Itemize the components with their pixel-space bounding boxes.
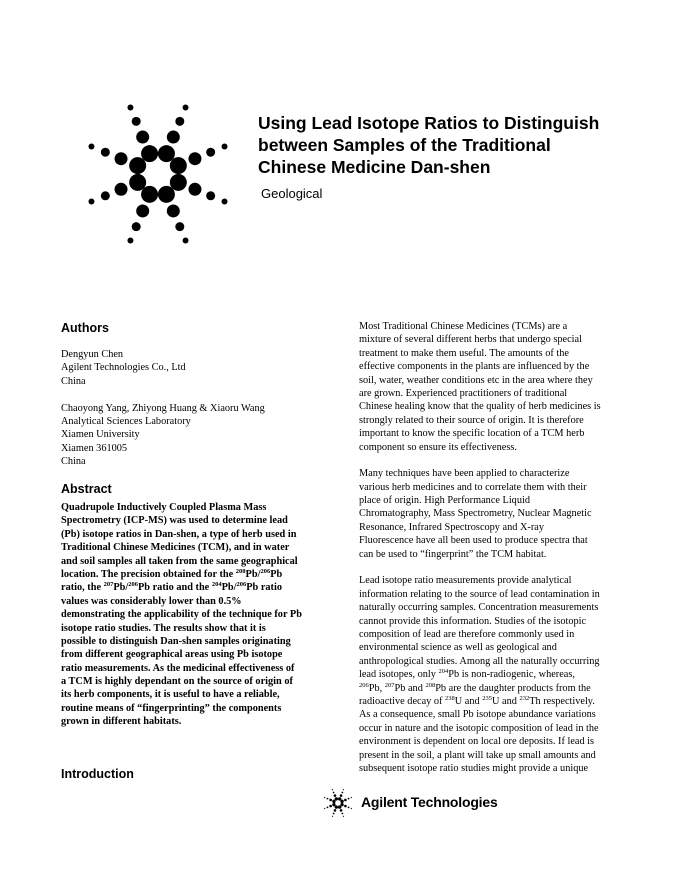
abstract-line: location. The precision obtained for the $^{208}$Pb/$^{206}$Pb <box>61 567 283 580</box>
title-line: Using Lead Isotope Ratios to Distinguish <box>258 113 600 133</box>
author-lab: Analytical Sciences Laboratory <box>61 415 191 427</box>
text-line: Chinese healing know that the quality of herb medicines is <box>359 401 601 413</box>
text-line: Resonance, Infrared Spectroscopy and X-ray <box>359 521 544 533</box>
author-names: Chaoyong Yang, Zhiyong Huang & Xiaoru Wang <box>61 402 265 414</box>
paragraph <box>359 467 629 561</box>
spark-dot <box>101 148 110 157</box>
spark-dot <box>334 794 337 797</box>
abstract-heading: Abstract <box>61 482 112 496</box>
title-line: between Samples of the Traditional <box>258 135 551 155</box>
spark-dot <box>183 238 189 244</box>
spark-dot <box>127 104 133 110</box>
spark-dot <box>351 808 352 809</box>
spark-dot <box>101 191 110 200</box>
paragraph <box>359 574 629 775</box>
text-line: strongly related to their source of origin. It is therefore <box>359 414 584 426</box>
abstract-line: routine means of “fingerprinting” the components <box>61 702 282 714</box>
spark-dot <box>183 104 189 110</box>
spark-dot <box>188 183 201 196</box>
spark-dot <box>340 809 343 812</box>
spark-dot <box>127 238 133 244</box>
text-line: naturally occurring samples. Concentration measurements <box>359 602 599 614</box>
spark-dot <box>167 131 180 144</box>
spark-dot <box>170 157 187 174</box>
spark-dot <box>115 152 128 165</box>
text-line: Chromatography, Mass Spectrometry, Nuclear Magnetic <box>359 508 592 520</box>
abstract-line: its herb components, it is useful to have a reliable, <box>61 689 280 701</box>
text-line: lead isotopes, only $^{204}$Pb is non-radiogenic, whereas, <box>359 668 575 681</box>
abstract-line: Traditional Chinese Medicines (TCM), and in water <box>61 542 290 554</box>
text-line: occur in nature and the isotopic composition of lead in the <box>359 722 599 734</box>
spark-dot <box>88 143 94 149</box>
author-country: China <box>61 456 86 468</box>
text-line: treatment to make them useful. The amounts of the <box>359 347 569 359</box>
page-title <box>258 112 658 178</box>
title-line: Chinese Medicine Dan-shen <box>258 157 491 177</box>
text-line: $^{206}$Pb, $^{207}$Pb and $^{208}$Pb are the daughter products from the <box>359 681 591 694</box>
spark-dot <box>335 797 338 800</box>
spark-dot <box>175 117 184 126</box>
spark-dot <box>206 148 215 157</box>
spark-dot <box>343 789 344 790</box>
abstract-line: values was considerably lower than 0.5% <box>61 595 242 607</box>
spark-dot <box>329 799 332 802</box>
spark-dot <box>88 199 94 205</box>
abstract-line: ratio measurements. As the medicinal effectiveness of <box>61 662 295 674</box>
spark-dot <box>129 174 146 191</box>
agilent-spark-icon <box>78 94 238 254</box>
text-line: anthropological studies. Among all the naturally occurring <box>359 655 600 667</box>
spark-dot <box>136 131 149 144</box>
spark-dot <box>341 813 343 815</box>
body-text-column <box>359 320 629 775</box>
paragraph <box>359 320 629 454</box>
text-line: As a consequence, small Pb isotope abundance variations <box>359 709 596 721</box>
spark-dot <box>167 204 180 217</box>
category-label: Geological <box>261 186 323 201</box>
spark-dot <box>344 799 347 802</box>
spark-dot <box>348 806 350 808</box>
spark-dot <box>132 222 141 231</box>
text-line: subsequent isotope ratio studies might provide a unique <box>359 762 589 774</box>
text-line: mixture of several different herbs that undergo special <box>359 334 582 346</box>
spark-dot <box>338 805 341 808</box>
spark-dot <box>175 222 184 231</box>
text-line: soil, water, weather conditions etc in the area where they <box>359 374 593 386</box>
author-org: Agilent Technologies Co., Ltd <box>61 362 186 374</box>
authors-block <box>61 348 331 469</box>
spark-dot <box>136 204 149 217</box>
introduction-heading: Introduction <box>61 767 134 781</box>
spark-dot <box>158 186 175 203</box>
spark-dot <box>141 145 158 162</box>
spark-dot <box>332 803 335 806</box>
text-line: Most Traditional Chinese Medicines (TCMs) are a <box>359 321 568 332</box>
spark-dot <box>333 792 335 794</box>
author-country: China <box>61 375 86 387</box>
abstract-line: (Pb) isotope ratios in Dan-shen, a type of herb used in <box>61 528 297 540</box>
text-line: can be used to “fingerprint” the TCM habitat. <box>359 548 547 560</box>
spark-dot <box>344 805 347 808</box>
spark-dot <box>324 797 325 798</box>
text-line: Lead isotope ratio measurements provide analytical <box>359 575 572 587</box>
abstract-line: and soil samples all taken from the same geographical <box>61 555 298 567</box>
author-university: Xiamen University <box>61 429 140 441</box>
text-line: radioactive decay of $^{238}$U and $^{235}$U and $^{232}$Th respectively. <box>359 694 595 707</box>
abstract-line: Quadrupole Inductively Coupled Plasma Mass <box>61 502 267 513</box>
spark-dot <box>188 152 201 165</box>
agilent-spark-small-icon <box>322 787 354 819</box>
spark-dot <box>343 816 344 817</box>
spark-dot <box>206 191 215 200</box>
spark-dot <box>115 183 128 196</box>
spark-dot <box>332 816 333 817</box>
text-line: important to know the specific location of a TCM herb <box>359 428 585 440</box>
abstract-body <box>61 501 327 729</box>
abstract-line: demonstrating the applicability of the technique for Pb <box>61 609 302 621</box>
footer-brand: Agilent Technologies <box>361 794 498 810</box>
text-line: effective components in the plants are influenced by the <box>359 361 590 373</box>
spark-dot <box>132 117 141 126</box>
abstract-line: Spectrometry (ICP-MS) was used to determine lead <box>61 515 288 527</box>
abstract-line: possible to distinguish Dan-shen samples originating <box>61 635 291 647</box>
abstract-line: from different geographical areas using Pb isotope <box>61 649 283 661</box>
spark-dot <box>222 143 228 149</box>
spark-dot <box>341 792 343 794</box>
author-city: Xiamen 361005 <box>61 442 128 454</box>
text-line: are grown. Experienced practitioners of traditional <box>359 387 568 399</box>
spark-dot <box>222 199 228 205</box>
text-line: Fluorescence have all been used to produce spectra that <box>359 535 588 547</box>
text-line: composition of lead are therefore commonly used in <box>359 628 575 640</box>
text-line: environmental science as well as geological and <box>359 642 557 654</box>
text-line: information relating to the source of lead contamination in <box>359 588 600 600</box>
spark-dot <box>332 789 333 790</box>
authors-heading: Authors <box>61 321 109 335</box>
text-line: Many techniques have been applied to characterize <box>359 468 570 480</box>
text-line: place of origin. High Performance Liquid <box>359 495 530 507</box>
spark-dot <box>327 806 329 808</box>
text-line: component so ensure its effectiveness. <box>359 441 517 453</box>
author-name: Dengyun Chen <box>61 349 124 360</box>
text-line: cannot provide this information. Studies of the isotopic <box>359 615 587 627</box>
spark-dot <box>340 794 343 797</box>
abstract-line: isotope ratio studies. The results show that it is <box>61 622 266 634</box>
abstract-line: ratio, the $^{207}$Pb/$^{206}$Pb ratio and the $^{204}$Pb/$^{206}$Pb ratio <box>61 581 282 594</box>
spark-dot <box>327 798 329 800</box>
spark-dot <box>334 809 337 812</box>
text-line: present in the soil, a plant will take up small amounts and <box>359 749 596 761</box>
spark-dot <box>340 800 343 803</box>
spark-dot <box>348 798 350 800</box>
spark-dot <box>351 797 352 798</box>
abstract-line: grown in different habitats. <box>61 716 182 728</box>
spark-dot <box>329 805 332 808</box>
spark-dot <box>324 808 325 809</box>
text-line: environment is dependent on local ore deposits. If lead is <box>359 736 595 748</box>
spark-dot <box>333 813 335 815</box>
abstract-line: a TCM is highly dependant on the source of origin of <box>61 676 293 688</box>
text-line: various herb medicines and to correlate them with their <box>359 481 587 493</box>
